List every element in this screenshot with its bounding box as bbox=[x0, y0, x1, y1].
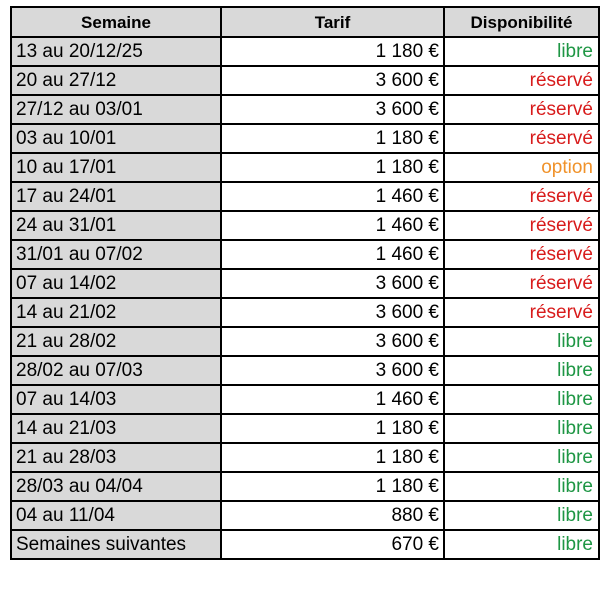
cell-semaine: 10 au 17/01 bbox=[11, 153, 221, 182]
cell-semaine: 20 au 27/12 bbox=[11, 66, 221, 95]
cell-tarif: 3 600 € bbox=[221, 356, 444, 385]
cell-disponibilite: réservé bbox=[444, 66, 599, 95]
cell-disponibilite: réservé bbox=[444, 182, 599, 211]
table-row bbox=[11, 182, 599, 211]
cell-disponibilite: réservé bbox=[444, 298, 599, 327]
table-row bbox=[11, 414, 599, 443]
table-row bbox=[11, 472, 599, 501]
cell-semaine: 04 au 11/04 bbox=[11, 501, 221, 530]
cell-tarif: 1 180 € bbox=[221, 153, 444, 182]
table-row bbox=[11, 501, 599, 530]
cell-tarif: 670 € bbox=[221, 530, 444, 559]
table-row bbox=[11, 443, 599, 472]
cell-disponibilite: libre bbox=[444, 530, 599, 559]
header-disponibilite: Disponibilité bbox=[444, 7, 599, 37]
cell-disponibilite: option bbox=[444, 153, 599, 182]
cell-semaine: 21 au 28/02 bbox=[11, 327, 221, 356]
header-row bbox=[11, 7, 599, 37]
table-row bbox=[11, 66, 599, 95]
cell-disponibilite: libre bbox=[444, 327, 599, 356]
cell-tarif: 1 460 € bbox=[221, 240, 444, 269]
table-row bbox=[11, 95, 599, 124]
table-row bbox=[11, 298, 599, 327]
cell-disponibilite: libre bbox=[444, 501, 599, 530]
cell-tarif: 1 180 € bbox=[221, 472, 444, 501]
table-row bbox=[11, 153, 599, 182]
cell-disponibilite: libre bbox=[444, 385, 599, 414]
cell-disponibilite: libre bbox=[444, 443, 599, 472]
cell-semaine: 14 au 21/02 bbox=[11, 298, 221, 327]
cell-disponibilite: libre bbox=[444, 356, 599, 385]
header-tarif: Tarif bbox=[221, 7, 444, 37]
cell-semaine: 28/03 au 04/04 bbox=[11, 472, 221, 501]
cell-semaine: 27/12 au 03/01 bbox=[11, 95, 221, 124]
cell-semaine: 13 au 20/12/25 bbox=[11, 37, 221, 66]
cell-disponibilite: libre bbox=[444, 472, 599, 501]
cell-disponibilite: réservé bbox=[444, 211, 599, 240]
table-row bbox=[11, 124, 599, 153]
table-header bbox=[11, 7, 599, 37]
cell-tarif: 3 600 € bbox=[221, 327, 444, 356]
cell-tarif: 1 460 € bbox=[221, 182, 444, 211]
cell-disponibilite: réservé bbox=[444, 95, 599, 124]
cell-semaine: 17 au 24/01 bbox=[11, 182, 221, 211]
cell-semaine: Semaines suivantes bbox=[11, 530, 221, 559]
cell-tarif: 1 180 € bbox=[221, 414, 444, 443]
cell-tarif: 3 600 € bbox=[221, 298, 444, 327]
cell-tarif: 3 600 € bbox=[221, 66, 444, 95]
table-row bbox=[11, 37, 599, 66]
header-semaine: Semaine bbox=[11, 7, 221, 37]
cell-tarif: 1 460 € bbox=[221, 211, 444, 240]
cell-disponibilite: réservé bbox=[444, 124, 599, 153]
cell-semaine: 14 au 21/03 bbox=[11, 414, 221, 443]
cell-semaine: 21 au 28/03 bbox=[11, 443, 221, 472]
cell-tarif: 1 180 € bbox=[221, 124, 444, 153]
table-row bbox=[11, 211, 599, 240]
table-row bbox=[11, 356, 599, 385]
cell-semaine: 03 au 10/01 bbox=[11, 124, 221, 153]
table-row bbox=[11, 385, 599, 414]
cell-semaine: 07 au 14/03 bbox=[11, 385, 221, 414]
cell-semaine: 24 au 31/01 bbox=[11, 211, 221, 240]
cell-semaine: 31/01 au 07/02 bbox=[11, 240, 221, 269]
cell-tarif: 880 € bbox=[221, 501, 444, 530]
cell-disponibilite: libre bbox=[444, 414, 599, 443]
cell-disponibilite: libre bbox=[444, 37, 599, 66]
cell-tarif: 1 180 € bbox=[221, 443, 444, 472]
cell-disponibilite: réservé bbox=[444, 269, 599, 298]
cell-tarif: 1 460 € bbox=[221, 385, 444, 414]
table-row bbox=[11, 530, 599, 559]
cell-tarif: 3 600 € bbox=[221, 95, 444, 124]
cell-tarif: 3 600 € bbox=[221, 269, 444, 298]
table-body bbox=[11, 37, 599, 559]
cell-disponibilite: réservé bbox=[444, 240, 599, 269]
cell-semaine: 28/02 au 07/03 bbox=[11, 356, 221, 385]
cell-semaine: 07 au 14/02 bbox=[11, 269, 221, 298]
table-row bbox=[11, 327, 599, 356]
cell-tarif: 1 180 € bbox=[221, 37, 444, 66]
pricing-table bbox=[10, 6, 600, 560]
table-row bbox=[11, 240, 599, 269]
table-row bbox=[11, 269, 599, 298]
